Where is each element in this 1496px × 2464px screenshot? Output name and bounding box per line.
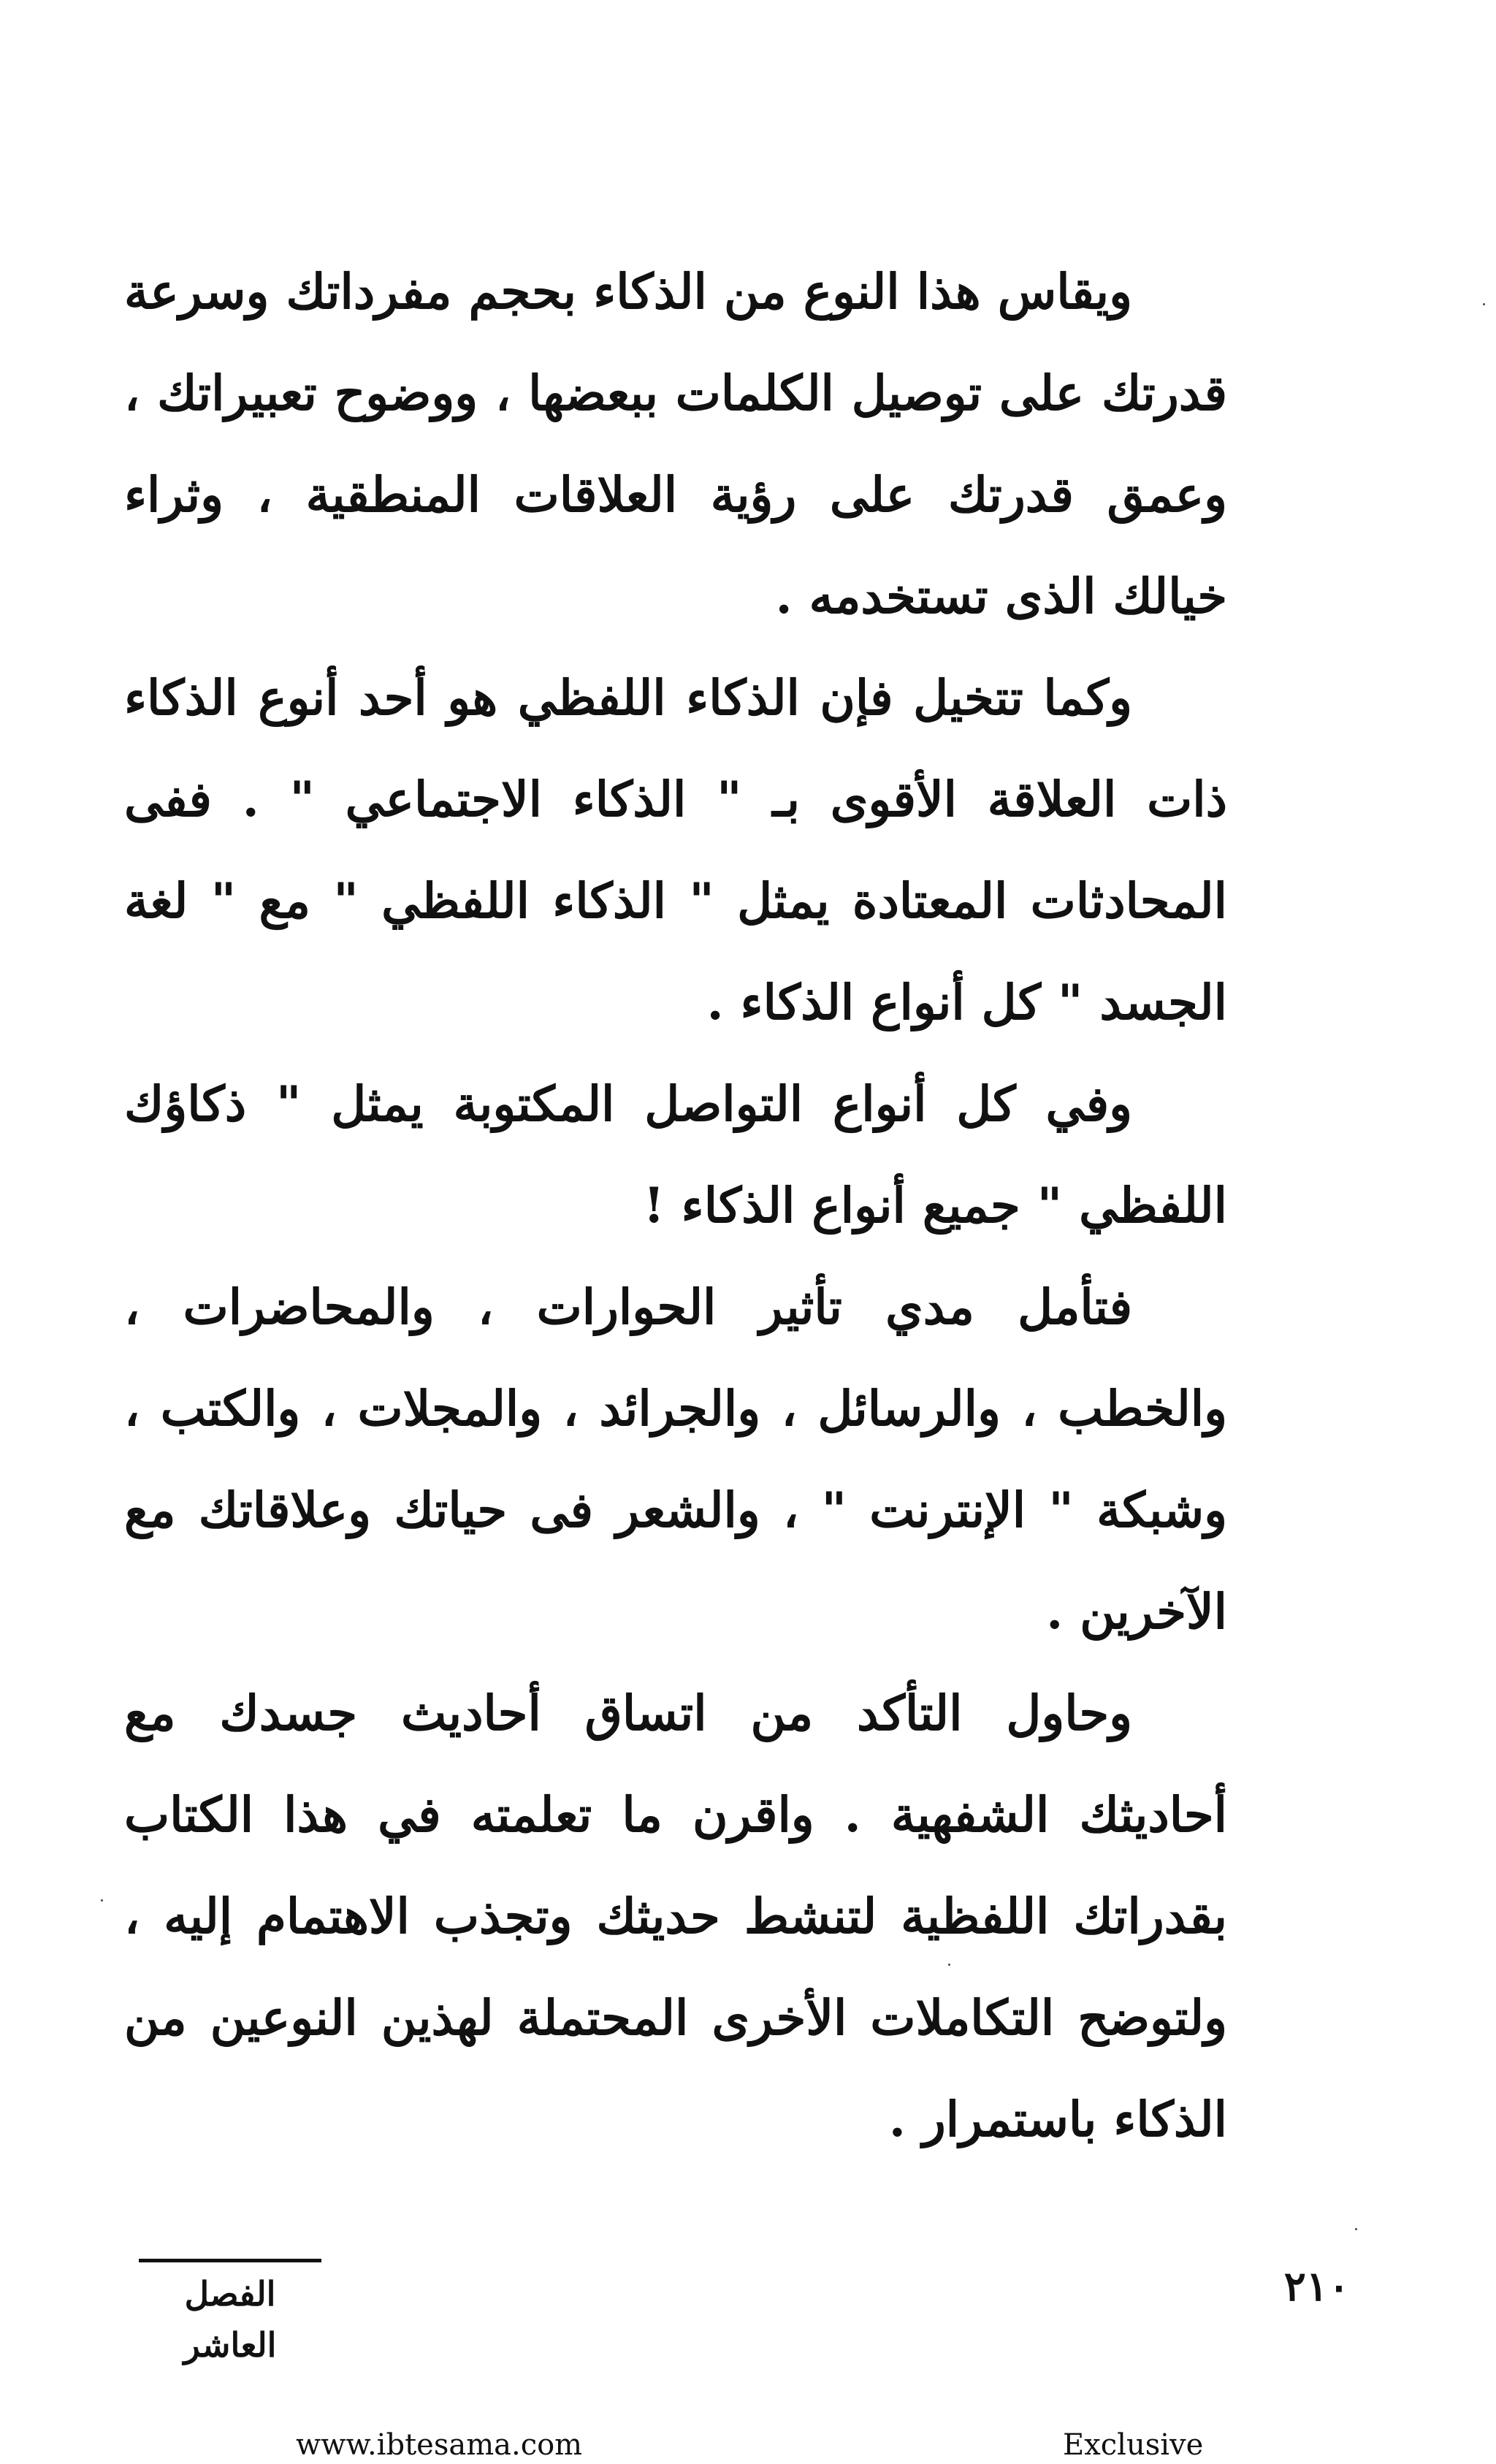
scan-speck	[1483, 303, 1485, 305]
paragraph-3: وفي كل أنواع التواصل المكتوبة يمثل " ذكاؤك اللفظي " جميع أنواع الذكاء !	[124, 1075, 1227, 1234]
scan-speck	[1355, 2228, 1357, 2230]
paragraph-2: وكما تتخيل فإن الذكاء اللفظي هو أحد أنوع الذكاء ذات العلاقة الأقوى بـ " الذكاء الاجتماعي " . ففى المحادثات المعتادة يمثل " الذكاء اللفظي " مع " لغة الجسد " كل أنواع الذكاء .	[124, 669, 1227, 1031]
scan-speck	[101, 1899, 103, 1902]
paragraph-1: ويقاس هذا النوع من الذكاء بحجم مفرداتك وسرعة قدرتك على توصيل الكلمات ببعضها ، ووضوح تعبيراتك ، وعمق قدرتك على رؤية العلاقات المنطقية ، وثراء خيالك الذى تستخدمه .	[124, 263, 1227, 625]
scan-speck	[948, 1964, 950, 1966]
exclusive-watermark: Exclusive	[1063, 2428, 1204, 2462]
website-watermark: www.ibtesama.com	[296, 2428, 583, 2462]
chapter-name: الفصل العاشر	[183, 2274, 277, 2365]
footer-rule	[139, 2259, 321, 2262]
paragraph-4: فتأمل مدي تأثير الحوارات ، والمحاضرات ، والخطب ، والرسائل ، والجرائد ، والمجلات ، والكتب ، وشبكة " الإنترنت " ، والشعر فى حياتك وعلاقاتك مع الآخرين .	[124, 1278, 1227, 1640]
body-text	[124, 241, 1227, 2170]
page-number: ٢١٠	[1283, 2262, 1350, 2311]
paragraph-5: وحاول التأكد من اتساق أحاديث جسدك مع أحاديثك الشفهية . واقرن ما تعلمته في هذا الكتاب بقدراتك اللفظية لتنشط حديثك وتجذب الاهتمام إليه ، ولتوضح التكاملات الأخرى المحتملة لهذين النوعين من الذكاء باستمرار .	[124, 1685, 1227, 2148]
